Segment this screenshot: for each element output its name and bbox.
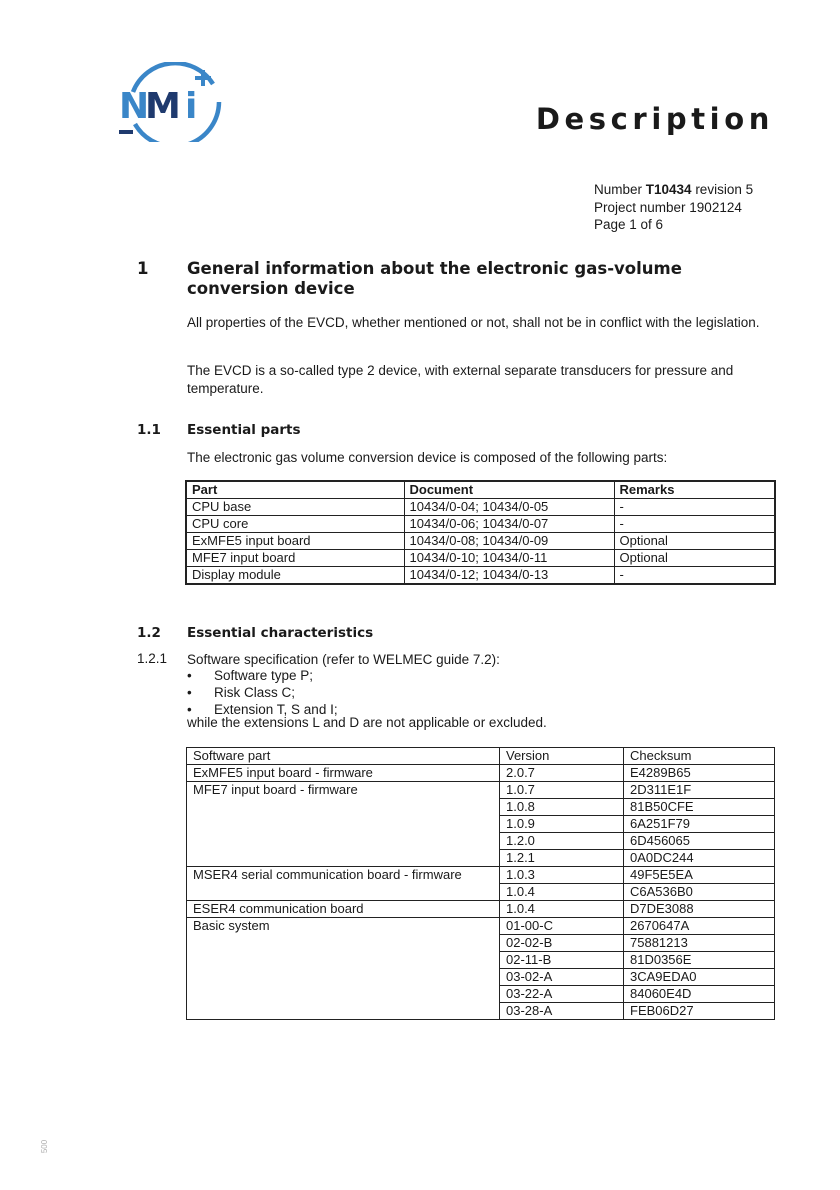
table-row: [186, 516, 775, 533]
table-row: [187, 867, 775, 884]
section-1-2-number: 1.2: [137, 625, 161, 641]
bullet-icon: •: [187, 685, 192, 700]
software-part-cell: ESER4 communication board: [187, 901, 500, 918]
list-item: • Extension T, S and I;: [187, 702, 338, 717]
version-cell: 1.0.4: [500, 884, 624, 901]
checksum-cell: D7DE3088: [624, 901, 775, 918]
version-cell: 1.0.3: [500, 867, 624, 884]
document-title: Description: [535, 102, 774, 136]
section-1-heading: General information about the electronic gas-volume conversion device: [187, 259, 682, 298]
table-row: [186, 567, 775, 585]
software-part-cell: MSER4 serial communication board - firmware: [187, 867, 500, 901]
table-cell: 10434/0-08; 10434/0-09: [404, 533, 614, 550]
document-number: Number T10434 revision 5: [594, 182, 754, 197]
table-row: [187, 901, 775, 918]
column-header: Software part: [187, 748, 500, 765]
table-cell: Display module: [186, 567, 404, 585]
checksum-cell: 2D311E1F: [624, 782, 775, 799]
svg-text:M: M: [145, 86, 181, 127]
svg-text:i: i: [185, 86, 198, 127]
table-header-row: [187, 748, 775, 765]
software-part-cell: ExMFE5 input board - firmware: [187, 765, 500, 782]
version-cell: 03-28-A: [500, 1003, 624, 1020]
version-cell: 1.2.0: [500, 833, 624, 850]
column-header: Document: [404, 481, 614, 499]
table-cell: Optional: [614, 533, 775, 550]
table-cell: ExMFE5 input board: [186, 533, 404, 550]
checksum-cell: 84060E4D: [624, 986, 775, 1003]
checksum-cell: 81B50CFE: [624, 799, 775, 816]
version-cell: 1.2.1: [500, 850, 624, 867]
list-item: • Risk Class C;: [187, 685, 296, 700]
table-cell: 10434/0-04; 10434/0-05: [404, 499, 614, 516]
section-1-paragraph-2: The EVCD is a so-called type 2 device, with external separate transducers for pressure and temperature.: [187, 363, 734, 396]
section-1-1-intro: The electronic gas volume conversion device is composed of the following parts:: [187, 450, 668, 465]
version-cell: 1.0.8: [500, 799, 624, 816]
table-cell: CPU core: [186, 516, 404, 533]
version-cell: 1.0.7: [500, 782, 624, 799]
section-1-paragraph-1: All properties of the EVCD, whether mentioned or not, shall not be in conflict with the legislation.: [187, 315, 760, 330]
software-part-cell: Basic system: [187, 918, 500, 1020]
side-page-mark: 500: [40, 1139, 50, 1154]
checksum-cell: 6A251F79: [624, 816, 775, 833]
table-cell: CPU base: [186, 499, 404, 516]
svg-text:N: N: [119, 86, 150, 127]
checksum-cell: FEB06D27: [624, 1003, 775, 1020]
table-row: [186, 499, 775, 516]
version-cell: 03-22-A: [500, 986, 624, 1003]
checksum-cell: 6D456065: [624, 833, 775, 850]
section-1-number: 1: [137, 259, 149, 278]
table-row: [187, 918, 775, 935]
version-cell: 02-02-B: [500, 935, 624, 952]
table-cell: -: [614, 516, 775, 533]
table-row: [186, 550, 775, 567]
version-cell: 02-11-B: [500, 952, 624, 969]
nmi-logo: [115, 62, 235, 142]
version-cell: 01-00-C: [500, 918, 624, 935]
table-cell: -: [614, 567, 775, 585]
table-header-row: [186, 481, 775, 499]
checksum-cell: 75881213: [624, 935, 775, 952]
table-cell: 10434/0-12; 10434/0-13: [404, 567, 614, 585]
table-row: [187, 765, 775, 782]
bullet-icon: •: [187, 702, 192, 717]
section-1-2-heading: Essential characteristics: [187, 625, 374, 641]
checksum-cell: 3CA9EDA0: [624, 969, 775, 986]
document-meta: [594, 181, 753, 234]
version-cell: 1.0.9: [500, 816, 624, 833]
software-part-cell: MFE7 input board - firmware: [187, 782, 500, 867]
checksum-cell: C6A536B0: [624, 884, 775, 901]
section-1-2-1-intro: Software specification (refer to WELMEC guide 7.2):: [187, 652, 500, 667]
checksum-cell: 2670647A: [624, 918, 775, 935]
checksum-cell: 81D0356E: [624, 952, 775, 969]
version-cell: 2.0.7: [500, 765, 624, 782]
version-cell: 1.0.4: [500, 901, 624, 918]
table-cell: Optional: [614, 550, 775, 567]
table-row: [186, 533, 775, 550]
column-header: Version: [500, 748, 624, 765]
column-header: Checksum: [624, 748, 775, 765]
version-cell: 03-02-A: [500, 969, 624, 986]
column-header: Remarks: [614, 481, 775, 499]
table-cell: MFE7 input board: [186, 550, 404, 567]
section-1-1-number: 1.1: [137, 422, 161, 438]
checksum-cell: 49F5E5EA: [624, 867, 775, 884]
section-1-1-heading: Essential parts: [187, 422, 301, 438]
software-spec-list: [187, 667, 338, 718]
project-number: Project number 1902124: [594, 199, 742, 215]
essential-parts-table: [185, 480, 776, 585]
table-cell: 10434/0-06; 10434/0-07: [404, 516, 614, 533]
software-table: [186, 747, 775, 1020]
checksum-cell: 0A0DC244: [624, 850, 775, 867]
page-number: Page 1 of 6: [594, 217, 664, 232]
table-cell: 10434/0-10; 10434/0-11: [404, 550, 614, 567]
checksum-cell: E4289B65: [624, 765, 775, 782]
bullet-icon: •: [187, 668, 192, 683]
list-item: • Software type P;: [187, 668, 314, 683]
table-cell: -: [614, 499, 775, 516]
section-1-2-1-closing: while the extensions L and D are not applicable or excluded.: [187, 715, 547, 730]
table-row: [187, 782, 775, 799]
section-1-2-1-number: 1.2.1: [137, 651, 168, 666]
column-header: Part: [186, 481, 404, 499]
